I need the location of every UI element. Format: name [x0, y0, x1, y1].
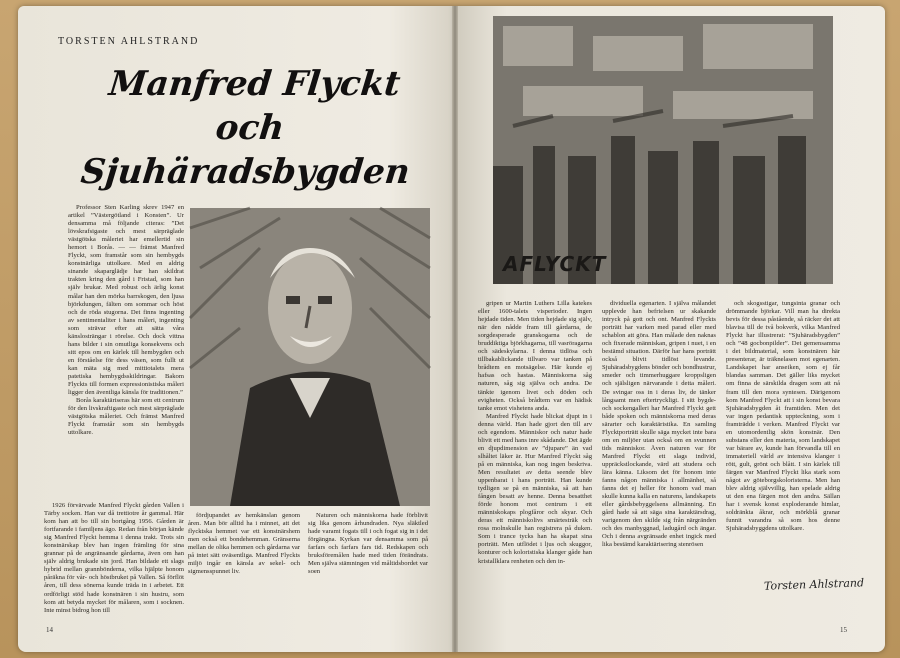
left-column-3 [308, 512, 428, 610]
title-line-1: Manfred Flyckt [107, 64, 403, 104]
author-signature: Torsten Ahlstrand [763, 576, 865, 593]
left-column-3-paragraph: Naturen och människorna hade förblivit sig lika genom århundraden. Nya släktled hade varamt fogats till i och fogat sig in i det förgängna. Kyrkan var densamma som på farfars och farfars fars tid. Redskapen och bruksföremålen hade med tiden förändrats. Men själva stämningen vid måltidsbordet var soen [308, 512, 428, 576]
right-column-3 [726, 300, 840, 572]
right-column-2-paragraph: dividuella egenarten. I själva målandet upplevde han befrielsen ur skakande intryck på gott och ont. Manfred Flyckts porträtt har varken med parad eller med schablon att göra. Han målade den naknas och fixerade människan, gripen i nuet, i en bestämd situation. Därför har hans porträtt också blivit tidlöst levande. Sjuhäradsbygdens bönder och bondhustrur, smeder och timmerhuggare kroppsligen och själsligen närvarande i detta måleri. De svingar oss in i deras liv, de tänker långsamt men eftertryckligt. I sitt bygde- och sockengalleri har Manfred Flyckt gett både spoken och människorna med deras särarter och karaktäristika. En samling Flycktporträtt skulle säga mycket inte bara om en miljöer utan också om en svunnen tids människor. Även naturen var för Manfred Flyckt ett slags individ, uppräckstlockande, värd att studera och lära känna. Liksom det för honom inte fanns någon människa i allmänhet, så fanns det ej heller för honom vad man skulle kunna kalla en naturens, landskapets eller gårdsbebyggelsens allmänning. En gård hade så att säga sina karaktärsdrag, varigenom den skilde sig från närgränden och des manbyggnad, ladugård och ängar. Och i denna avgränsade enhet ingick med lika bestämd karaktärisering stenrösen [602, 300, 717, 549]
right-column-2 [602, 300, 716, 600]
landscape-painting [493, 16, 833, 284]
book-gutter [452, 6, 458, 652]
portrait-illustration [190, 208, 430, 506]
right-column-1-paragraph-2: Manfred Flyckt hade blickat djupt in i denna värld. Han hade gjort den till arv och egendom. Människor och natur hade blivit ett med hans inre skådande. Det ägde en djupdimension av ”djupare” än vad slhåltet läker är. Hur Manfred Flyckt såg på en människa, kan nog ingen beskriva. Men resultatet av detta seende blev uppenbarat i hans porträtt. Han kunde tydligen se på en människa, så att han fången besatt av henne. Denna besatthet förde honom mot centrum i ett människokaps plogfåror och skyar. Och deras ett människolivs smärtesträk och rosa molnskulle han registrera på duken. Som i trance tycks han ha skapat sina porträtt. Men utflödet i ljus och skuggor, konturer och koloristiska klanger gåde han kristallklara renheten och den in- [478, 412, 592, 565]
left-column-lower [44, 502, 184, 614]
painting-signature: AFLYCKT [503, 252, 607, 276]
left-column-paragraph-1: Professor Sten Karling skrev 1947 en artikel ”Västergötland i Konsten”. Ur densamma må följande citeras: ”Det lövskrafsigaste och mest särpräglade västgötska måleriet har emellertid sin hemort i Borås. — — främst Manfred Flyckt, som framstår som sin hembygds konstnärliga uttolkare. Med en aldrig sinande skaparglädje har han skildrat trakten kring den gård i Fristad, som han själv brukar. Med robust och ärlig konst målar han den mörka barrskogen, den ljusa björkdungen, fälten om sommar och höst och de röda stugorna. Det finns ingenting av sentimentaliter i hans måleri, ingenting som strävar efter att sätta våra känslosträngar i rörelse. Och dock vittna hans bilder i sin omutliga konsekvens och sitt epos om en kärlek till hembygden och en förståelse för dess väsen, som fullt ut kan mäta sig med mittiotalets mera patetiska hembygdsskildringar. Bakom Flyckts till formen expressionistiska måleri ligger den äventliga känsla för traditionen.” [68, 204, 184, 397]
page-number-right: 15 [840, 626, 847, 634]
left-column-2-paragraph: fördjupandet av hemkänslan genom åren. Man bör alltid ha i minnet, att det flycktska hemmet var ett konstnärshem men också ett bondehemman. Gränserna mellan de olika hemmen och gårdarna var på intet sätt oväsentliga. Manfred Flyckts miljö ingår en känsla av sekel- och sigmensspunnet liv. [188, 512, 300, 576]
title-line-2: och Sjuhäradsbygden [78, 108, 412, 192]
left-column-2 [188, 512, 300, 610]
page-number-left: 14 [46, 626, 53, 634]
left-column-paragraph-3: 1926 förvärvade Manfred Flyckt gården Vallen i Tärby socken. Han var då trettiotre år gammal. Här kom han att bo till sin bortgång 1956. Gården är fortfarande i familjens ägo. Redan från början kände sig Manfred Flyckt hemma i denna trakt. Trots sin konstnärskap blev han ingen främling för sina grannar på de angränsande gårdarna, även om han själv aldrig brukade sin jord. Han bildade ett slags hybrid mellan grannbönderna, vilka hjälpte honom påräkna för vår- och höstbruket på Vallen. Så förflöt åren, till dess sönerna kunde träda in i arbetet. Ett ordförligt stöd hade konstnären i sin hustru, som kom att betyda mycket för målaren, som i socknen. Inte minst bidrog hon till [44, 502, 184, 614]
right-column-1-paragraph-1: gripen ur Martin Luthers Lilla katekes eller 1600-talets visperioder. Ingen hejdade tiden. Men tiden hejdade sig själv, när den nådde fram till gårdarna, de sorgdesperade granskogarna och de bruddiktiga björkhagarna, till vasröragarna och sädeskylarna. I denna tidlösa och tillbakablickande tillvaro var tanken på brådtem en motsägelse. Här kunde ej hafsas och hastas. Människorna såg naturen, såg sig själva och andra. De tänkte igenom livet och döden och evigheten. Också brådtem var en hädisk tanke emot vishetens anda. [478, 300, 592, 412]
right-column-3-paragraph: och skogsstigar, tungsinta granar och drömmande björkar. Vill man ha direkta bevis för dessa påstående, så räcker det att blavisa till de två bokverk, vilka Manfred Flyckt har illustrerat: ”Sjuhäradsbygden” och ”48 gocbonpilder”. Det gemensamma i det bildmaterial, som konstnären här presenterar, är träknelasen mot egenarten. Landskapet har anseiken, som ej får blandas samman. Det gäller liks mycket om finna de särskilda dragen som att nå fram till den mora syntesen. Därigenom kom Manfred Flyckt att i sin konst bevara Sjuhäradsbygden åt framtiden. Men det var ingen pedantisk uppteckning, som i framträdde i verken. Manfred Flyckt var en utomordentlig skön konstnär. Den substans eller den materia, som landskapet var bärare av, kunde han förvandla till en immateriell värld av intensiva klanger i rött, gult, grönt och blått. I sin kärlek till färgen var Manfred Flyckt lika stark som något av göteborgskoloristerna. Men han blev aldrig självvillig, han spelade aldrig ut den ena färgen mot den andra. Sällan har i svensk konst exploderande himlar, soldränkta åkrar, och mörkblå granar funnit varandra så som hos denne Sjuhäradsbyggdens uttolkare. [726, 300, 840, 533]
left-column-paragraph-2: Borås karaktäriseras här som ett centrum för den livskraftigaste och mest särpräglade västgötska måleriet. Och främst Manfred Flyckt framstår som sin hembygds uttolkare. [68, 397, 184, 437]
right-column-1 [478, 300, 592, 600]
left-column-upper [68, 204, 184, 504]
article-title [63, 62, 437, 194]
author-name: TORSTEN AHLSTRAND [58, 36, 200, 47]
